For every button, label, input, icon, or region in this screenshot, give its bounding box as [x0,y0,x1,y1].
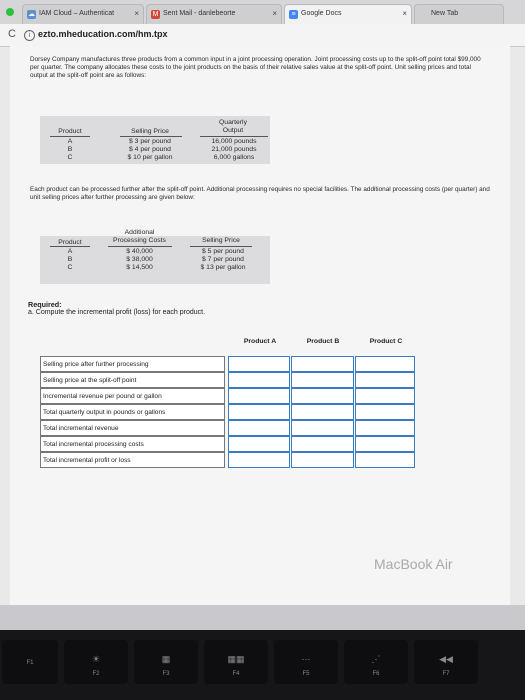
answer-input-product-a[interactable] [228,420,290,436]
divider [108,246,172,247]
answer-input-product-a[interactable] [228,356,290,372]
table2-cost: $ 14,500 [126,264,153,271]
f1-key[interactable]: F1 [2,640,58,684]
launchpad-icon: ▦▦ [227,654,245,664]
tab-label: Google Docs [301,10,342,17]
close-icon[interactable]: × [272,9,277,18]
processing-cost-table [40,226,270,286]
browser-tab-bar [0,0,525,25]
table2-cost: $ 38,000 [126,256,153,263]
tab-label: IAM Cloud – Authenticat [39,10,115,17]
row-label: Total incremental processing costs [40,436,225,452]
docs-icon: ≡ [289,10,298,19]
answer-input-product-b[interactable] [291,420,354,436]
row-label: Total quarterly output in pounds or gallons [40,404,225,420]
divider [50,136,90,137]
table1-output: 6,000 gallons [213,154,255,161]
tab-sent-mail[interactable] [146,4,282,24]
keyboard-bright-icon: ⋰ [371,654,381,664]
answer-input-product-c[interactable] [355,388,415,404]
address-bar [0,24,525,47]
grid-row [40,356,415,372]
row-label: Selling price at the split-off point [40,372,225,388]
problem-intro: Dorsey Company manufactures three products from a common input in a joint processing operation. Joint processing costs up to the split-off point total $99,000 per quarter. The company allocates these costs to the joint products on the basis of their relative sales value at the split-off point. Unit selling prices and total output at the split-off point are as follows: [30,56,481,79]
answer-input-product-a[interactable] [228,452,290,468]
table2-price: $ 13 per gallon [200,264,246,271]
tab-new-tab[interactable] [414,4,504,24]
tab-iam-cloud[interactable] [22,4,144,24]
table1-price: $ 10 per gallon [127,154,173,161]
divider [50,246,90,247]
table1-price: $ 4 per pound [129,146,171,153]
table2-header-price: Selling Price [202,237,240,244]
answer-input-product-c[interactable] [355,356,415,372]
table1-header-output-top: Quarterly [219,119,247,126]
row-label: Total incremental revenue [40,420,225,436]
selling-price-table [40,108,270,168]
table2-price: $ 5 per pound [202,248,244,255]
answer-input-product-c[interactable] [355,452,415,468]
row-label: Incremental revenue per pound or gallon [40,388,225,404]
tab-google-docs[interactable] [284,4,412,24]
grid-row [40,452,415,468]
tab-label: Sent Mail - danlebeorte [163,10,236,17]
f4-key[interactable]: ▦▦ F4 [204,640,268,684]
row-label: Total incremental profit or loss [40,452,225,468]
table2-product: C [67,264,73,271]
answer-input-product-b[interactable] [291,452,354,468]
brightness-icon: ☀ [91,654,101,664]
problem-paragraph-2: Each product can be processed further after the split-off point. Additional processing requires no special facilities. The additional processing costs (per quarter) and unit selling prices after further processing are given below: [30,186,490,201]
table1-output: 21,000 pounds [211,146,257,153]
reload-icon[interactable]: C [8,28,16,40]
grid-row [40,388,415,404]
url-field[interactable]: ezto.mheducation.com/hm.tpx [38,29,168,39]
f6-key[interactable]: ⋰ F6 [344,640,408,684]
keyboard-dim-icon: ⋯ [301,654,311,664]
table1-header-price: Selling Price [131,128,169,135]
answer-input-product-a[interactable] [228,372,290,388]
divider [120,136,182,137]
f5-key[interactable]: ⋯ F5 [274,640,338,684]
table2-cost: $ 40,000 [126,248,153,255]
window-zoom-button[interactable] [6,8,14,16]
mail-icon: M [152,11,159,18]
tab-label: New Tab [431,10,459,17]
close-icon[interactable]: × [134,9,139,18]
table1-price: $ 3 per pound [129,138,171,145]
answer-input-product-a[interactable] [228,404,290,420]
answer-input-product-b[interactable] [291,388,354,404]
grid-row [40,404,415,420]
mission-control-icon: ▦ [161,654,171,664]
device-brand-label: MacBook Air [374,556,453,572]
table1-product: C [67,154,73,161]
rewind-icon: ◀◀ [439,654,453,664]
answer-input-product-c[interactable] [355,372,415,388]
grid-row [40,420,415,436]
table2-header-cost-top: Additional [124,229,155,236]
table2-product: A [67,248,73,255]
grid-row [40,436,415,452]
f2-key[interactable]: ☀ F2 [64,640,128,684]
f3-key[interactable]: ▦ F3 [134,640,198,684]
answer-input-product-b[interactable] [291,436,354,452]
divider [200,136,268,137]
table2-header-cost-bottom: Processing Costs [113,237,166,244]
cloud-icon: ☁ [28,11,35,18]
answer-input-product-a[interactable] [228,436,290,452]
column-header-product-c: Product C [369,338,403,345]
f7-key[interactable]: ◀◀ F7 [414,640,478,684]
problem-page [10,46,510,605]
divider [190,246,252,247]
table1-output: 16,000 pounds [211,138,257,145]
table1-header-output-bottom: Output [222,127,244,134]
answer-input-product-c[interactable] [355,436,415,452]
answer-input-product-b[interactable] [291,372,354,388]
answer-input-product-a[interactable] [228,388,290,404]
table1-product: A [67,138,73,145]
table1-product: B [67,146,73,153]
table2-header-product: Product [58,239,82,246]
answer-input-product-c[interactable] [355,404,415,420]
table2-product: B [67,256,73,263]
row-label: Selling price after further processing [40,356,225,372]
column-header-product-b: Product B [306,338,340,345]
table2-price: $ 7 per pound [202,256,244,263]
close-icon[interactable]: × [402,9,407,18]
required-label: Required: [28,300,62,309]
info-icon[interactable]: i [24,30,35,41]
question-a: a. Compute the incremental profit (loss) for each product. [28,309,206,316]
grid-row [40,372,415,388]
answer-input-product-b[interactable] [291,404,354,420]
laptop-bezel [0,605,525,630]
answer-input-product-b[interactable] [291,356,354,372]
answer-input-product-c[interactable] [355,420,415,436]
column-header-product-a: Product A [243,338,277,345]
table1-header-product: Product [58,128,82,135]
